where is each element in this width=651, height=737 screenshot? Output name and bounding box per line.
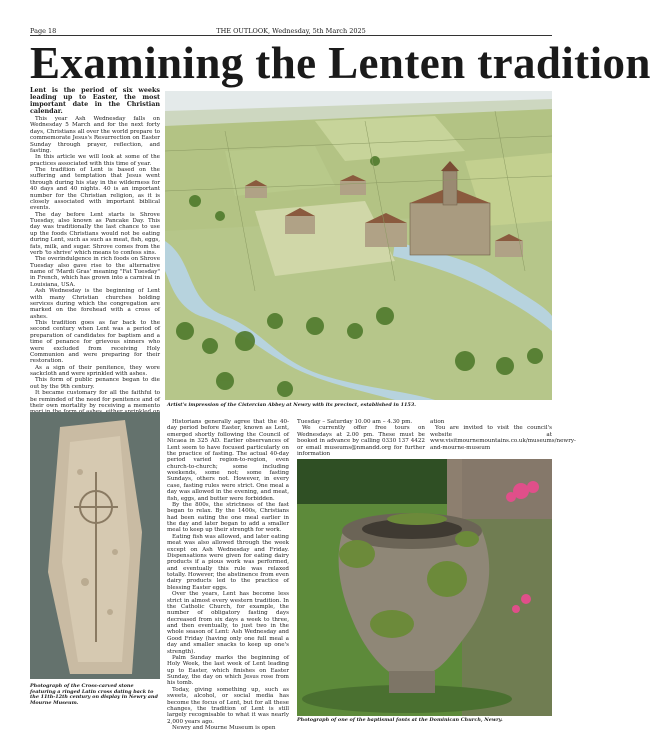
baptismal-font-photo <box>297 459 552 716</box>
paragraph: By the 800s, the strictness of the fast began to relax. By the 1400s, Christians had been eating the one meal earlier in the day and later began to add a smaller meal to keep up their strength for work. <box>167 501 289 534</box>
publication-line: THE OUTLOOK, Wednesday, 5th March 2025 <box>216 27 366 35</box>
article-title: Examining the Lenten tradition <box>30 38 651 88</box>
page-header <box>30 27 552 36</box>
article-column-1 <box>30 87 160 409</box>
baptismal-font-caption: Photograph of one of the baptismal fonts at the Dominican Church, Newry. <box>297 717 503 723</box>
article-column-3 <box>297 419 425 457</box>
paragraph: You are invited to visit the council's website at www.visitmournemountains.co.uk/museums/newry-and-mourne-museum <box>430 425 576 451</box>
abbey-illustration <box>165 91 552 400</box>
paragraph: Today, giving something up, such as sweets, alcohol, or social media has become the focus of Lent, but for all these changes, the tradition of Lent is still largely recognisable to what it was nearly 2,000 years ago. <box>167 686 289 725</box>
paragraph: The day before Lent starts is Shrove Tuesday, also known as Pancake Day. This day was traditionally the last chance to use up the foods Christians would not be eating during Lent, such as such as meat, fish, eggs, fats, milk, and sugar. Shrove comes from the verb 'to shrive' which means to confess sins. <box>30 211 160 256</box>
paragraph: This form of public penance began to die out by the 9th century. <box>30 377 160 390</box>
paragraph: Newry and Mourne Museum is open <box>172 725 276 731</box>
paragraph: In this article we will look at some of the practices associated with this time of year. <box>30 154 160 167</box>
paragraph: Palm Sunday marks the beginning of Holy Week, the last week of Lent leading up to Easter, which finishes on Easter Sunday, the day on which Jesus rose from his tomb. <box>167 654 289 687</box>
paragraph: It became customary for all the faithful to be reminded of the need for penitence and of their own mortality by receiving a memento <box>30 390 160 409</box>
paragraph: As a sign of their penitence, they wore sackcloth and were sprinkled with ashes. <box>30 364 160 377</box>
paragraph: Eating fish was allowed, and later eating meat was also allowed through the week except on Ash Wednesday and Friday. Dispensations were given for eating dairy products if a pious work was performed, and eventually this rule was relaxed totally. However, the abstinence from even dairy products led to the practice of blessing Easter eggs. <box>167 533 289 591</box>
paragraph: Over the years, Lent has become less strict in almost every western tradition. In the Catholic Church, for example, the number of obligatory fasting days decreased from six days a week to three, and then eventually, to just two in the whole season of Lent: Ash Wednesday and Good Friday (having only one full meal a day and smaller snacks to keep up one's strength). <box>167 591 289 655</box>
abbey-caption: Artist's impression of the Cistercian Abbey at Newry with its precinct, established in 1153. <box>167 402 416 408</box>
article-column-2 <box>167 419 289 731</box>
cross-stone-caption: Photograph of the Cross-carved stone featuring a ringed Latin cross dating back to the 11th-12th century on display in Newry and Mourne Museum. <box>30 683 158 707</box>
paragraph: Tuesday – Saturday 10.00 am – 4.30 pm. <box>297 419 413 425</box>
page-number: Page 18 <box>30 27 57 35</box>
paragraph: The tradition of Lent is based on the suffering and temptation that Jesus went through during his stay in the wilderness for 40 days and 40 nights. 40 is an important number for the Christian religion, as it is closely associated with important biblical events. <box>30 167 160 212</box>
article-lead: Lent is the period of six weeks leading up to Easter, the most important date in the Christian calendar. <box>30 86 160 115</box>
paragraph: This tradition goes as far back to the second century when Lent was a period of preparation of candidates for baptism and a time of penance for grievous sinners who were excluded from receiving Holy Communion and were preparing for their restoration. <box>30 320 160 365</box>
paragraph: ation <box>430 419 445 425</box>
paragraph: We currently offer free tours on Wednesdays at 2.00 pm. These must be booked in advance by calling 0330 137 4422 or email museums@nmandd.org for further information <box>297 425 425 457</box>
paragraph: Ash Wednesday is the beginning of Lent with many Christian churches holding services during which the congregation are marked on the forehead with a cross of ashes. <box>30 288 160 320</box>
cross-stone-photo <box>30 412 160 679</box>
paragraph: This year Ash Wednesday falls on Wednesday 5 March and for the next forty days, Christians all over the world prepare to commemorate Jesus's Resurrection on Easter Sunday through prayer, reflection, and fasting. <box>30 116 160 154</box>
article-column-4 <box>430 419 576 457</box>
paragraph: Historians generally agree that the 40-day period before Easter, known as Lent, emerged shortly following the Council of Nicaea in 325 AD. Earlier observances of Lent seem to have focused particularly on the practice of fasting. The actual 40-day period varied region-to-region, even church-to-church; some including weekends, some not; some fasting Sundays, others not. However, in every case, fasting rules were strict. One meal a day was allowed in the evening, and meat, fish, eggs, and butter were forbidden. <box>167 419 289 502</box>
paragraph: The overindulgence in rich foods on Shrove Tuesday also gave rise to the alternative name of 'Mardi Gras' meaning "Fat Tuesday" in French, which has grown into a carnival in Louisiana, USA. <box>30 256 160 288</box>
